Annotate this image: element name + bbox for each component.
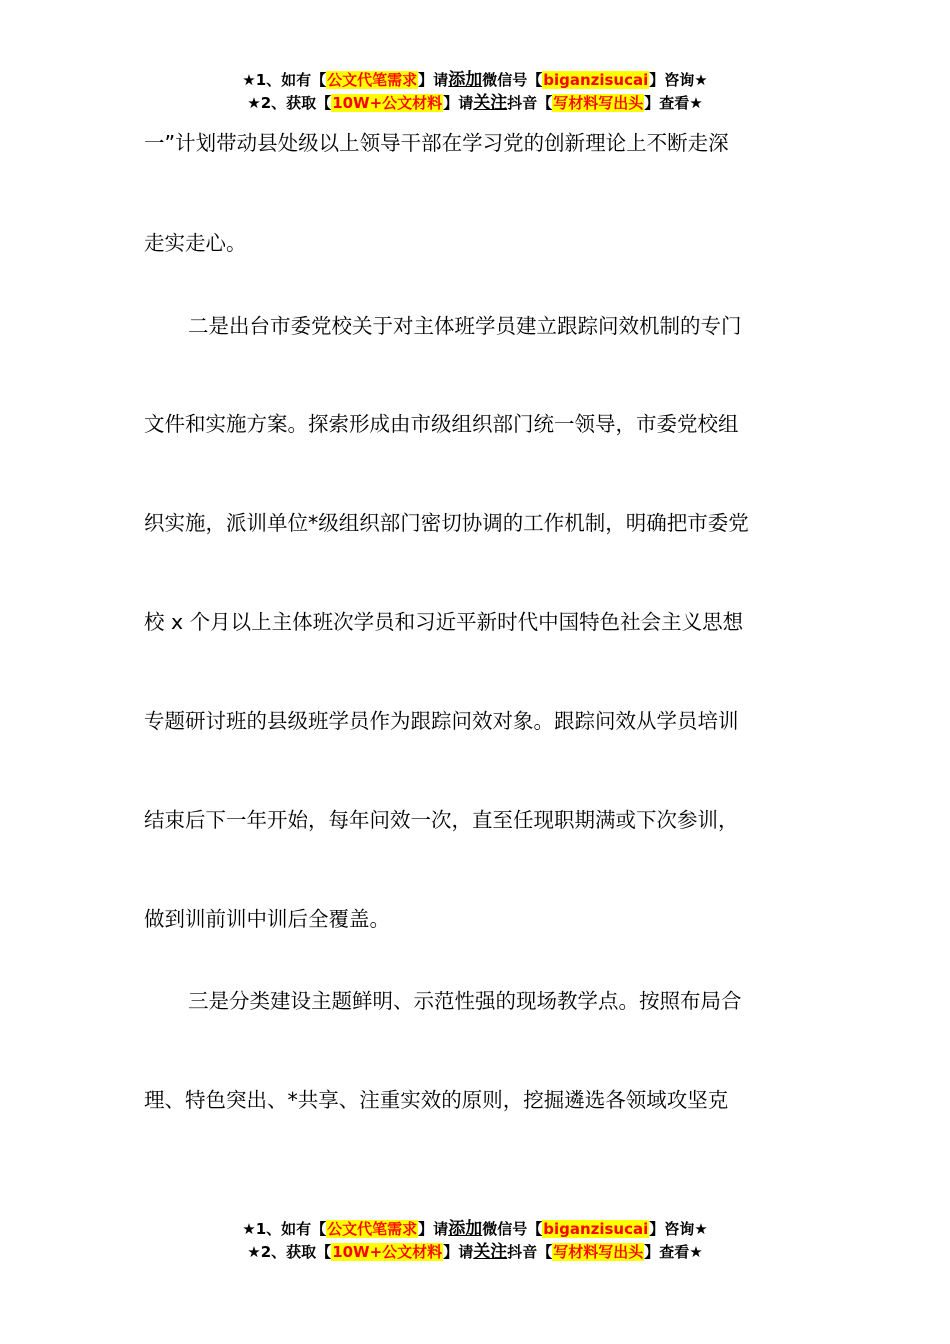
paragraph-start: 三是分类建设主题鲜明、示范性强的现场教学点。按照布局合 bbox=[188, 989, 742, 1013]
banner-text: 】请 bbox=[418, 71, 449, 89]
banner-highlight: biganzisucai bbox=[543, 1220, 649, 1238]
body-line: 做到训前训中训后全覆盖。 bbox=[144, 907, 390, 931]
banner-text: 微信号【 bbox=[482, 1220, 543, 1238]
banner-emphasis: 关注 bbox=[473, 93, 508, 113]
body-line: 一”计划带动县处级以上领导干部在学习党的创新理论上不断走深 bbox=[144, 131, 729, 155]
banner-text: ★2、获取【 bbox=[247, 1243, 332, 1261]
banner-text: 】请 bbox=[443, 94, 474, 112]
banner-text: ★2、获取【 bbox=[247, 94, 332, 112]
banner-text: 】咨询★ bbox=[649, 1220, 708, 1238]
banner-text: 】查看★ bbox=[644, 1243, 703, 1261]
body-line: 专题研讨班的县级班学员作为跟踪问效对象。跟踪问效从学员培训 bbox=[144, 709, 739, 733]
banner-line-2 bbox=[0, 92, 950, 115]
body-line: 理、特色突出、*共享、注重实效的原则，挖掘遴选各领域攻坚克 bbox=[144, 1088, 729, 1112]
banner-highlight: 10W+公文材料 bbox=[332, 1243, 443, 1261]
body-line: 文件和实施方案。探索形成由市级组织部门统一领导，市委党校组 bbox=[144, 412, 739, 436]
banner-text: 抖音【 bbox=[507, 1243, 553, 1261]
banner-text: 抖音【 bbox=[507, 94, 553, 112]
banner-emphasis: 添加 bbox=[448, 1219, 483, 1239]
paragraph-start: 二是出台市委党校关于对主体班学员建立跟踪问效机制的专门 bbox=[188, 314, 742, 338]
banner-text: ★1、如有【 bbox=[242, 1220, 327, 1238]
banner-text: 】咨询★ bbox=[649, 71, 708, 89]
banner-text: 】请 bbox=[418, 1220, 449, 1238]
banner-line-2 bbox=[0, 1241, 950, 1264]
body-line: 结束后下一年开始，每年问效一次，直至任现职期满或下次参训， bbox=[144, 808, 739, 832]
header-banner bbox=[0, 69, 950, 115]
body-line: 走实走心。 bbox=[144, 231, 247, 255]
body-line: 织实施，派训单位*级组织部门密切协调的工作机制，明确把市委党 bbox=[144, 511, 749, 535]
banner-highlight: biganzisucai bbox=[543, 71, 649, 89]
banner-line-1 bbox=[0, 69, 950, 92]
banner-highlight: 写材料写出头 bbox=[553, 94, 644, 112]
banner-highlight: 公文代笔需求 bbox=[327, 71, 418, 89]
banner-text: 】查看★ bbox=[644, 94, 703, 112]
banner-line-1 bbox=[0, 1218, 950, 1241]
banner-text: ★1、如有【 bbox=[242, 71, 327, 89]
banner-emphasis: 关注 bbox=[473, 1242, 508, 1262]
banner-text: 】请 bbox=[443, 1243, 474, 1261]
banner-highlight: 公文代笔需求 bbox=[327, 1220, 418, 1238]
footer-banner bbox=[0, 1218, 950, 1264]
banner-text: 微信号【 bbox=[482, 71, 543, 89]
banner-highlight: 写材料写出头 bbox=[553, 1243, 644, 1261]
banner-emphasis: 添加 bbox=[448, 70, 483, 90]
banner-highlight: 10W+公文材料 bbox=[332, 94, 443, 112]
body-line: 校 x 个月以上主体班次学员和习近平新时代中国特色社会主义思想 bbox=[144, 610, 744, 634]
